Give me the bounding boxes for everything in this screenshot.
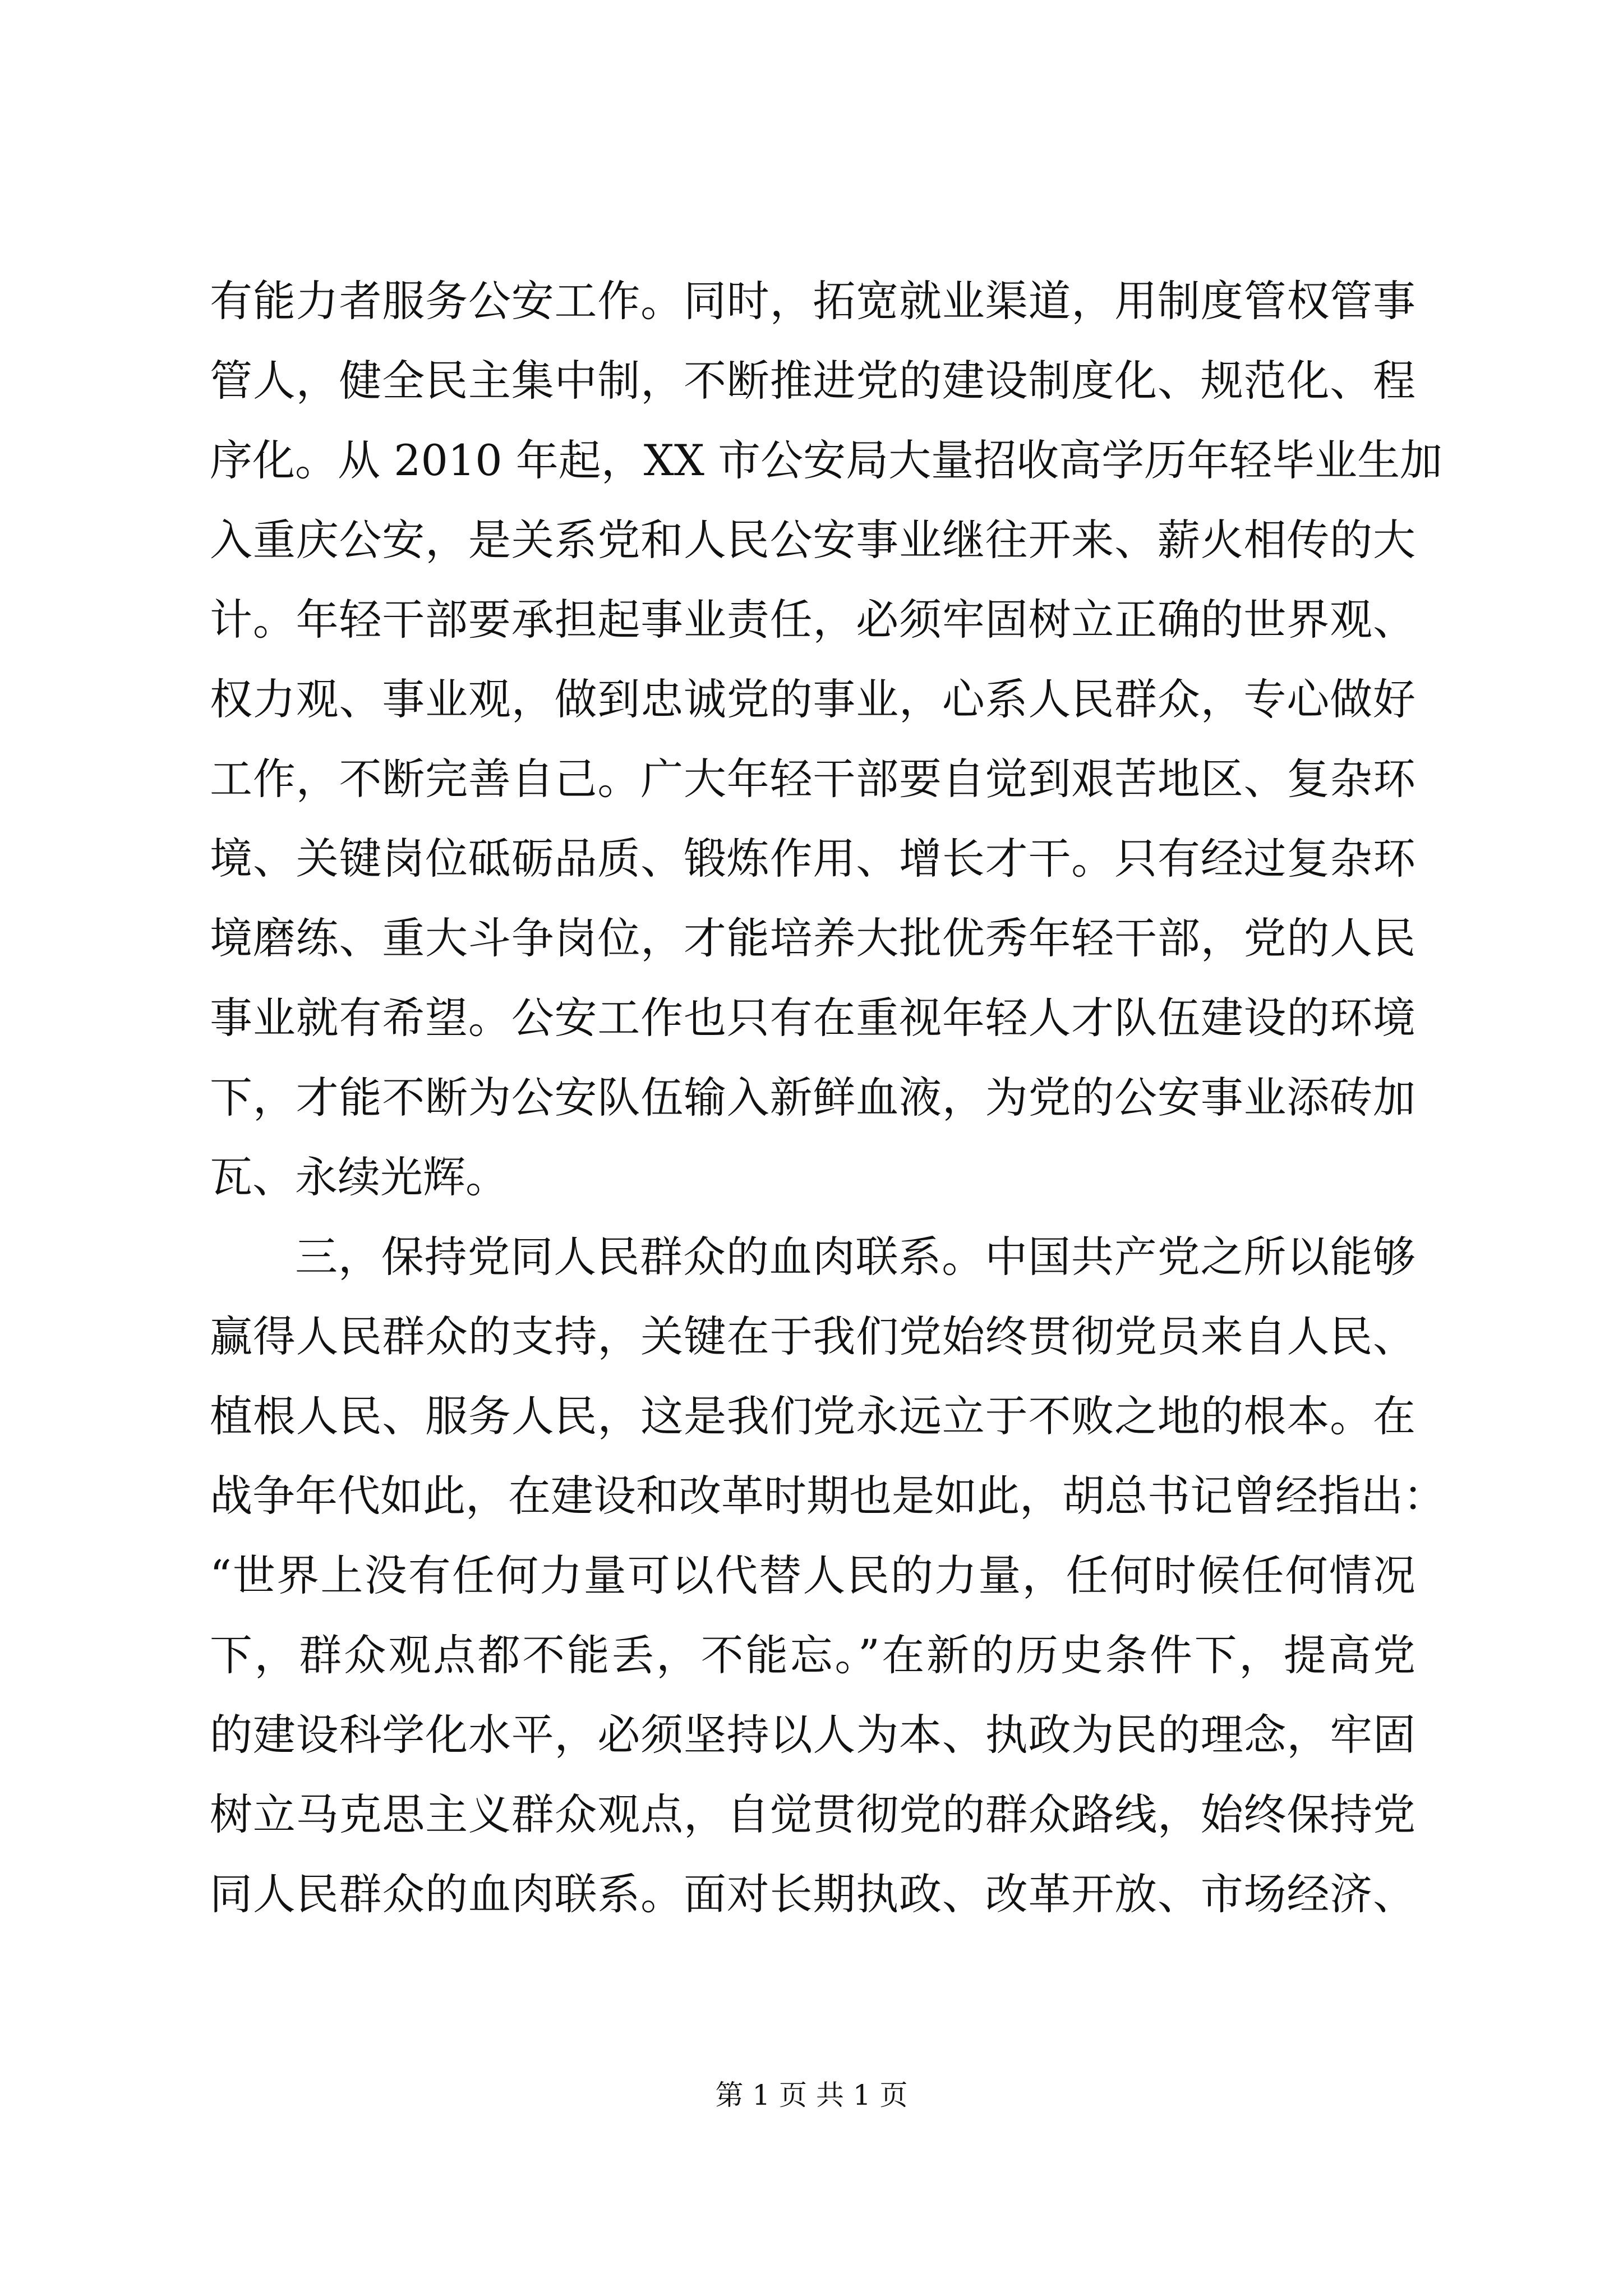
- text-line: 境磨练、重大斗争岗位，才能培养大批优秀年轻干部，党的人民: [210, 913, 1415, 963]
- document-body: [210, 261, 1446, 1934]
- text-line: 入重庆公安，是关系党和人民公安事业继往开来、薪火相传的大: [210, 515, 1415, 565]
- text-line: 三，保持党同人民群众的血肉联系。中国共产党之所以能够: [295, 1232, 1415, 1282]
- text-line: 植根人民、服务人民，这是我们党永远立于不败之地的根本。在: [210, 1391, 1415, 1441]
- text-line: 的建设科学化水平，必须坚持以人为本、执政为民的理念，牢固: [210, 1710, 1415, 1760]
- text-line: 序化。从 2010 年起，XX 市公安局大量招收高学历年轻毕业生加: [210, 435, 1443, 485]
- paragraph-1: [210, 261, 1443, 1217]
- text-line: 赢得人民群众的支持，关键在于我们党始终贯彻党员来自人民、: [210, 1312, 1415, 1361]
- text-line: 下，群众观点都不能丢，不能忘。”在新的历史条件下，提高党: [210, 1630, 1415, 1680]
- text-line: 境、关键岗位砥砺品质、锻炼作用、增长才干。只有经过复杂环: [210, 834, 1415, 884]
- text-line: 树立马克思主义群众观点，自觉贯彻党的群众路线，始终保持党: [210, 1789, 1415, 1839]
- text-line: 计。年轻干部要承担起事业责任，必须牢固树立正确的世界观、: [210, 595, 1415, 645]
- paragraph-2: [210, 1217, 1446, 1934]
- text-line: 权力观、事业观，做到忠诚党的事业，心系人民群众，专心做好: [210, 674, 1415, 724]
- text-line: “世界上没有任何力量可以代替人民的力量，任何时候任何情况: [210, 1550, 1415, 1600]
- text-line: 瓦、永续光辉。: [210, 1152, 508, 1202]
- text-line: 管人，健全民主集中制，不断推进党的建设制度化、规范化、程: [210, 356, 1415, 406]
- text-line: 同人民群众的血肉联系。面对长期执政、改革开放、市场经济、: [210, 1869, 1415, 1919]
- text-line: 工作，不断完善自己。广大年轻干部要自觉到艰苦地区、复杂环: [210, 754, 1415, 804]
- text-line: 战争年代如此，在建设和改革时期也是如此，胡总书记曾经指出：: [210, 1471, 1446, 1521]
- text-line: 有能力者服务公安工作。同时，拓宽就业渠道，用制度管权管事: [210, 276, 1415, 326]
- page-number-footer: 第 1 页 共 1 页: [715, 2079, 908, 2111]
- text-line: 下，才能不断为公安队伍输入新鲜血液，为党的公安事业添砖加: [210, 1073, 1415, 1122]
- text-line: 事业就有希望。公安工作也只有在重视年轻人才队伍建设的环境: [210, 993, 1415, 1043]
